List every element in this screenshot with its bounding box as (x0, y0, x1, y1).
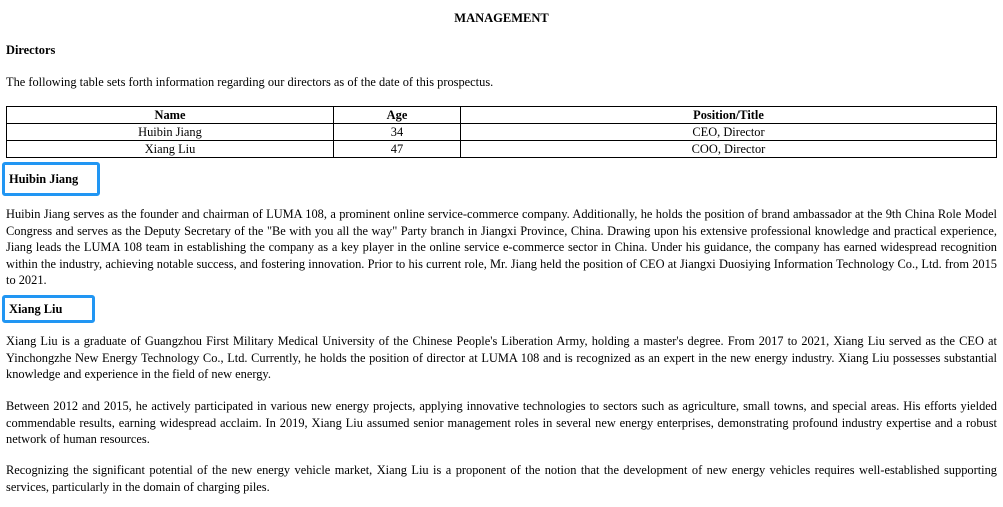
header-position: Position/Title (461, 107, 997, 124)
cell-name: Huibin Jiang (7, 124, 334, 141)
cell-age: 47 (334, 141, 461, 158)
bio-heading-xiang-liu[interactable]: Xiang Liu (2, 295, 95, 323)
table-row (7, 141, 997, 158)
bio-paragraph-liu-3: Recognizing the significant potential of the new energy vehicle market, Xiang Liu is a proponent of the notion that the development of new energy vehicles requires well-established supporting services, particularly in the domain of charging piles. (6, 463, 997, 494)
bio-paragraph-jiang: Huibin Jiang serves as the founder and chairman of LUMA 108, a prominent online service-commerce company. Additionally, he holds the position of brand ambassador at the 9th China Role Model Congress and serves as the Deputy Secretary of the "Be with you all the way" Party branch in Jiangxi Province, China. Drawing upon his extensive professional knowledge and practical experience, Jiang leads the LUMA 108 team in establishing the company as a key player in the online service e-commerce sector in China. Under his guidance, the company has earned widespread recognition within the industry, achieving notable success, and fostering innovation. Prior to his current role, Mr. Jiang held the position of CEO at Jiangxi Duosiying Information Technology Co., Ltd. from 2015 to 2021. (6, 207, 997, 287)
document-title: MANAGEMENT (454, 11, 549, 25)
table-row (7, 124, 997, 141)
cell-age: 34 (334, 124, 461, 141)
cell-name: Xiang Liu (7, 141, 334, 158)
header-name: Name (7, 107, 334, 124)
header-age: Age (334, 107, 461, 124)
intro-text: The following table sets forth information regarding our directors as of the date of this prospectus. (6, 75, 494, 89)
section-heading-directors: Directors (6, 43, 56, 57)
bio-paragraph-liu-2: Between 2012 and 2015, he actively participated in various new energy projects, applying innovative technologies to sectors such as agriculture, small towns, and special areas. His efforts yielded commendable results, earning widespread acclaim. In 2019, Xiang Liu assumed senior management roles in several new energy enterprises, demonstrating profound industry expertise and a robust network of human resources. (6, 399, 997, 446)
cell-position: CEO, Director (461, 124, 997, 141)
directors-table (6, 106, 997, 158)
bio-heading-huibin-jiang[interactable]: Huibin Jiang (2, 162, 100, 196)
cell-position: COO, Director (461, 141, 997, 158)
bio-paragraph-liu-1: Xiang Liu is a graduate of Guangzhou First Military Medical University of the Chinese People's Liberation Army, holding a master's degree. From 2017 to 2021, Xiang Liu served as the CEO at Yinchongzhe New Energy Technology Co., Ltd. Currently, he holds the position of director at LUMA 108 and is recognized as an expert in the new energy industry. Xiang Liu possesses substantial knowledge and experience in the field of new energy. (6, 334, 997, 381)
table-header-row (7, 107, 997, 124)
